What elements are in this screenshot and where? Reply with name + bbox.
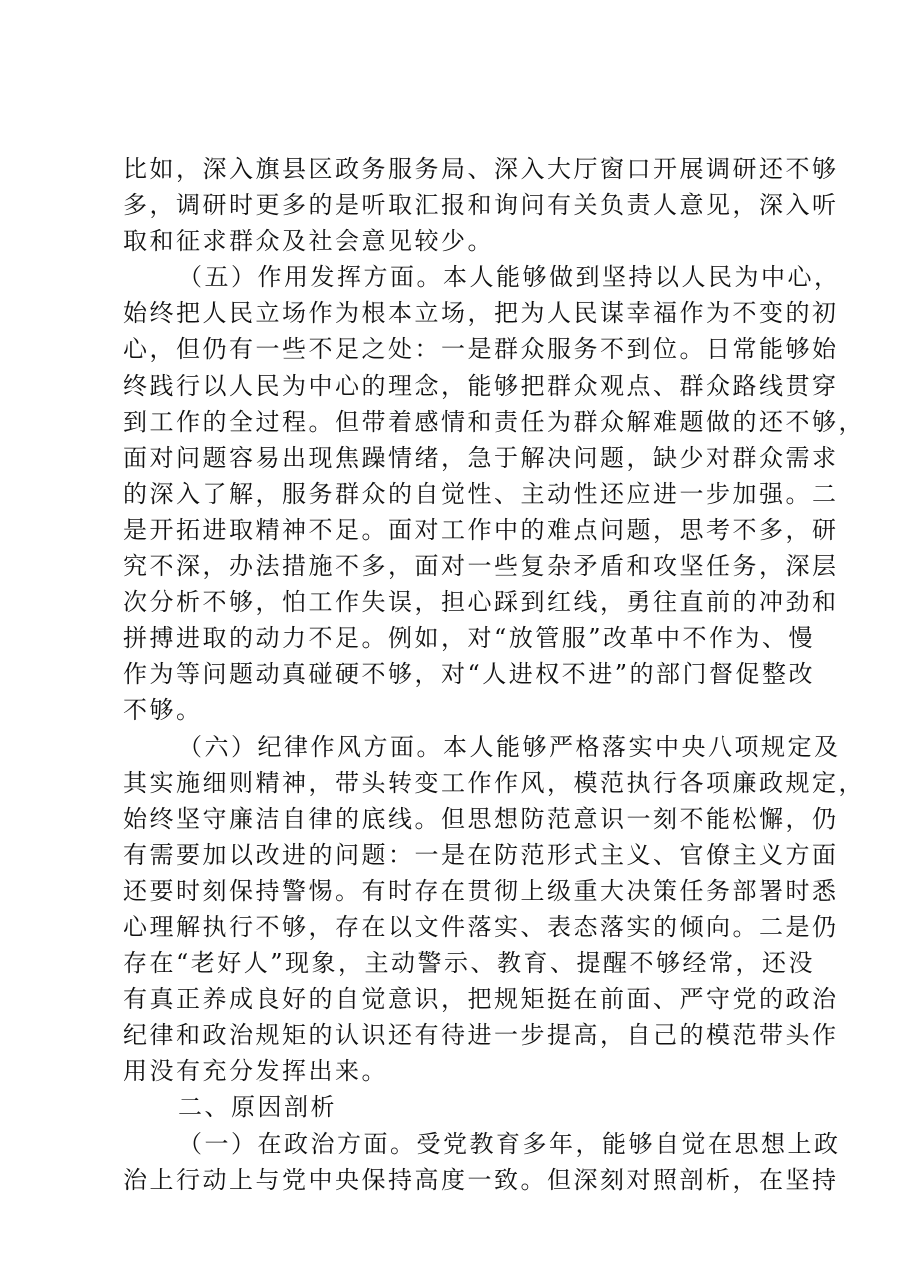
text-line: 有需要加以改进的问题：一是在防范形式主义、官僚主义方面	[123, 840, 839, 869]
text-line: 纪律和政治规矩的认识还有待进一步提高，自己的模范带头作	[123, 1021, 839, 1050]
text-line: 有真正养成良好的自觉意识，把规矩挺在前面、严守党的政治	[123, 985, 839, 1014]
text-line: 始终把人民立场作为根本立场，把为人民谋幸福作为不变的初	[123, 299, 839, 328]
text-line: 终践行以人民为中心的理念，能够把群众观点、群众路线贯穿	[123, 371, 839, 400]
document-body	[123, 151, 865, 1198]
text-line: 其实施细则精神，带头转变工作作风，模范执行各项廉政规定，	[123, 768, 865, 797]
text-line: 次分析不够，怕工作失误，担心踩到红线，勇往直前的冲劲和	[123, 588, 839, 617]
text-line: 不够。	[123, 696, 203, 725]
section-heading-line: （五）作用发挥方面。本人能够做到坚持以人民为中心，	[178, 263, 841, 292]
text-line: 比如，深入旗县区政务服务局、深入大厅窗口开展调研还不够	[123, 155, 839, 183]
text-line: 取和征求群众及社会意见较少。	[123, 227, 494, 256]
text-line: 的深入了解，服务群众的自觉性、主动性还应进一步加强。二	[123, 479, 839, 508]
text-line: 多，调研时更多的是听取汇报和询问有关负责人意见，深入听	[123, 191, 839, 220]
text-line: 治上行动上与党中央保持高度一致。但深刻对照剖析，在坚持	[123, 1165, 839, 1194]
section-heading-line: （一）在政治方面。受党教育多年，能够自觉在思想上政	[178, 1129, 841, 1158]
text-line: 是开拓进取精神不足。面对工作中的难点问题，思考不多，研	[123, 515, 839, 544]
text-line: 还要时刻保持警惕。有时存在贯彻上级重大决策任务部署时悉	[123, 876, 839, 905]
text-line: 用没有充分发挥出来。	[123, 1057, 388, 1086]
text-line: 存在“老好人”现象，主动警示、教育、提醒不够经常，还没	[123, 949, 816, 978]
text-line: 面对问题容易出现焦躁情绪，急于解决问题，缺少对群众需求	[123, 443, 839, 472]
text-line: 心，但仍有一些不足之处：一是群众服务不到位。日常能够始	[123, 335, 839, 364]
text-line: 究不深，办法措施不多，面对一些复杂矛盾和攻坚任务，深层	[123, 552, 839, 581]
text-line: 拼搏进取的动力不足。例如，对“放管服”改革中不作为、慢	[123, 624, 816, 653]
text-line: 到工作的全过程。但带着感情和责任为群众解难题做的还不够，	[123, 407, 865, 436]
section-heading-line: （六）纪律作风方面。本人能够严格落实中央八项规定及	[178, 732, 841, 761]
chapter-heading-line: 二、原因剖析	[178, 1093, 337, 1122]
text-line: 心理解执行不够，存在以文件落实、表态落实的倾向。二是仍	[123, 912, 839, 941]
text-line: 始终坚守廉洁自律的底线。但思想防范意识一刻不能松懈，仍	[123, 804, 839, 833]
text-line: 作为等问题动真碰硬不够，对“人进权不进”的部门督促整改	[123, 660, 816, 689]
